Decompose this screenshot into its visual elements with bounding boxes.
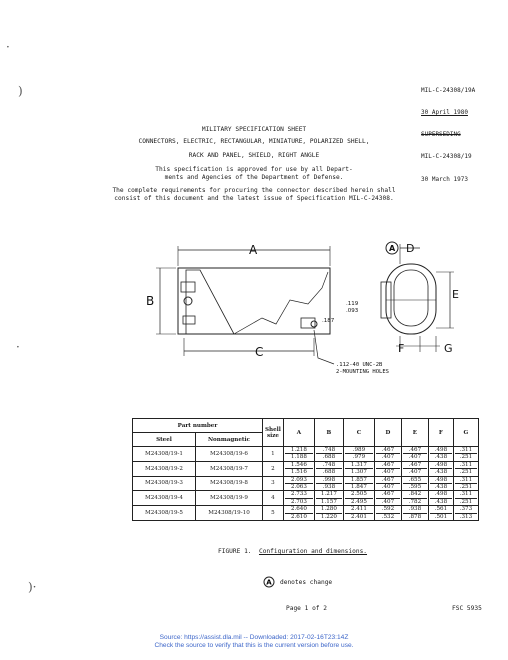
dimension-cell: [343, 476, 374, 491]
min-value: .251: [459, 454, 473, 461]
max-value: .467: [376, 491, 400, 498]
min-value: 1.516: [290, 469, 307, 476]
steel-part-number: M24308/19-5: [133, 506, 196, 521]
max-value: 1.280: [316, 506, 342, 513]
min-value: 2.703: [290, 498, 307, 505]
dim-value: .119: [346, 301, 359, 307]
change-marker-letter: A: [389, 244, 396, 253]
min-value: 1.157: [320, 498, 337, 505]
screw-head: [311, 321, 317, 327]
hole-note: .112-40 UNC-2B: [336, 362, 383, 368]
col-header: E: [401, 419, 428, 447]
subject-title-2: RACK AND PANEL, SHIELD, RIGHT ANGLE: [188, 152, 320, 159]
max-value: .373: [455, 506, 477, 513]
dimension-cell: [374, 461, 401, 476]
dimension-cell: [283, 461, 314, 476]
min-value: .688: [322, 454, 336, 461]
page-number: Page 1 of 2: [286, 605, 327, 612]
screw-head: [184, 297, 192, 305]
max-value: .311: [455, 491, 477, 498]
max-value: .592: [376, 506, 400, 513]
dimension-cell: [314, 491, 343, 506]
dimension-cell: [374, 491, 401, 506]
max-value: .498: [430, 462, 452, 469]
max-value: 1.857: [345, 477, 373, 484]
max-value: .311: [455, 447, 477, 454]
margin-mark: ): [18, 84, 23, 98]
dim-value: .187: [322, 318, 335, 324]
dimension-cell: [343, 506, 374, 521]
max-value: 2.093: [285, 477, 313, 484]
source-notice: [0, 634, 508, 650]
dimension-cell: [453, 476, 478, 491]
source-url[interactable]: Source: https://assist.dla.mil -- Downloaded: 2017-02-16T23:14Z: [159, 634, 349, 641]
dim-label-g: G: [444, 342, 453, 355]
dim-label-c: C: [255, 345, 264, 359]
shell-size: 3: [263, 476, 284, 491]
hole-note: 2-MOUNTING HOLES: [336, 369, 389, 375]
superseded-date: 30 March 1973: [421, 175, 468, 183]
dim-label-a: A: [249, 243, 258, 257]
table-row: [133, 491, 479, 506]
dimension-cell: [453, 491, 478, 506]
max-value: .498: [430, 491, 452, 498]
requirements-line: The complete requirements for procuring the connector described herein shall: [112, 187, 396, 194]
dimension-cell: [283, 506, 314, 521]
nonmagnetic-part-number: M24308/19-8: [196, 476, 263, 491]
dimension-cell: [401, 491, 428, 506]
shell-label: Shell: [265, 426, 281, 433]
max-value: .311: [455, 462, 477, 469]
table-row: [133, 476, 479, 491]
mounting-hardware: [183, 316, 195, 324]
shell-size: 5: [263, 506, 284, 521]
col-header: A: [283, 419, 314, 447]
dimension-cell: [374, 476, 401, 491]
size-label: size: [266, 432, 279, 439]
min-value: .407: [381, 469, 395, 476]
dimension-cell: [428, 491, 453, 506]
nonmagnetic-part-number: M24308/19-7: [196, 461, 263, 476]
dimension-cell: [343, 491, 374, 506]
table-row: [133, 506, 479, 521]
steel-part-number: M24308/19-3: [133, 476, 196, 491]
min-value: .501: [434, 513, 448, 520]
max-value: 1.317: [345, 462, 373, 469]
max-value: .655: [403, 477, 427, 484]
approval-line: This specification is approved for use by all Depart-: [155, 166, 353, 173]
max-value: .311: [455, 477, 477, 484]
col-header: F: [428, 419, 453, 447]
doc-date: 30 April 1980: [421, 109, 468, 117]
dimension-cell: [314, 506, 343, 521]
min-value: .438: [434, 454, 448, 461]
legend-text: denotes change: [280, 579, 333, 586]
nonmagnetic-part-number: M24308/19-9: [196, 491, 263, 506]
superseding-label: SUPERSEDING: [421, 131, 461, 139]
max-value: .748: [316, 462, 342, 469]
dimension-cell: [374, 506, 401, 521]
max-value: .998: [316, 477, 342, 484]
max-value: .938: [403, 506, 427, 513]
steel-part-number: M24308/19-1: [133, 447, 196, 462]
dimension-cell: [401, 447, 428, 462]
nonmagnetic-header: Nonmagnetic: [196, 433, 263, 447]
dimension-cell: [453, 461, 478, 476]
min-value: .688: [322, 469, 336, 476]
sheet-title: MILITARY SPECIFICATION SHEET: [201, 126, 307, 133]
min-value: .438: [434, 469, 448, 476]
min-value: 2.063: [290, 483, 307, 490]
dimension-cell: [428, 476, 453, 491]
max-value: .989: [345, 447, 373, 454]
max-value: 1.217: [316, 491, 342, 498]
requirements-line: consist of this document and the latest issue of Specification MIL-C-24308.: [114, 194, 394, 202]
min-value: .251: [459, 469, 473, 476]
min-value: .407: [408, 469, 422, 476]
min-value: 1.220: [320, 513, 337, 520]
shell-size: 4: [263, 491, 284, 506]
dimension-cell: [283, 491, 314, 506]
shell-size-header: [263, 419, 284, 447]
dim-label-d: D: [406, 242, 415, 255]
nonmagnetic-part-number: M24308/19-10: [196, 506, 263, 521]
max-value: .467: [403, 447, 427, 454]
max-value: .748: [316, 447, 342, 454]
min-value: .407: [408, 454, 422, 461]
dimension-cell: [314, 447, 343, 462]
connector-body: [178, 268, 330, 334]
max-value: .842: [403, 491, 427, 498]
max-value: 1.546: [285, 462, 313, 469]
dimension-cell: [283, 447, 314, 462]
min-value: .251: [459, 498, 473, 505]
nonmagnetic-part-number: M24308/19-6: [196, 447, 263, 462]
steel-part-number: M24308/19-4: [133, 491, 196, 506]
dimension-cell: [343, 461, 374, 476]
dimension-cell: [314, 461, 343, 476]
dimension-cell: [453, 506, 478, 521]
margin-mark: ·: [16, 340, 20, 354]
margin-mark: )·: [28, 580, 37, 594]
max-value: .467: [403, 462, 427, 469]
steel-part-number: M24308/19-2: [133, 461, 196, 476]
side-view-shell: [386, 264, 436, 334]
part-number-header: Part number: [133, 419, 263, 433]
shell-size: 2: [263, 461, 284, 476]
break-line: [234, 272, 328, 334]
dimension-cell: [453, 447, 478, 462]
max-value: .467: [376, 477, 400, 484]
min-value: .251: [459, 483, 473, 490]
change-symbol-letter: A: [266, 578, 272, 587]
table-row: [133, 447, 479, 462]
min-value: 2.610: [290, 513, 307, 520]
dimensions-table: [132, 418, 479, 521]
max-value: .467: [376, 462, 400, 469]
max-value: 2.640: [285, 506, 313, 513]
min-value: .979: [352, 454, 366, 461]
min-value: 1.847: [350, 483, 367, 490]
dimension-cell: [343, 447, 374, 462]
col-header: B: [314, 419, 343, 447]
figure-title: Configuration and dimensions.: [258, 548, 368, 555]
min-value: .438: [434, 483, 448, 490]
mounting-hardware: [181, 282, 195, 292]
max-value: 1.218: [285, 447, 313, 454]
max-value: 2.411: [345, 506, 373, 513]
min-value: .938: [322, 483, 336, 490]
min-value: .407: [381, 498, 395, 505]
max-value: .467: [376, 447, 400, 454]
min-value: .595: [408, 483, 422, 490]
min-value: .532: [381, 513, 395, 520]
superseded-doc: MIL-C-24308/19: [421, 153, 472, 161]
table-row: [133, 461, 479, 476]
dimension-cell: [283, 476, 314, 491]
margin-mark: ·: [6, 40, 10, 54]
col-header: G: [453, 419, 478, 447]
figure-caption: [218, 548, 367, 555]
col-header: D: [374, 419, 401, 447]
min-value: .407: [381, 483, 395, 490]
subject-title: CONNECTORS, ELECTRIC, RECTANGULAR, MINIATURE, POLARIZED SHELL,: [138, 138, 370, 145]
change-symbol: [263, 576, 275, 588]
dim-label-f: F: [398, 342, 405, 355]
max-value: .561: [430, 506, 452, 513]
dimension-cell: [428, 447, 453, 462]
fsc-code: FSC 5935: [452, 605, 482, 612]
dimension-cell: [401, 506, 428, 521]
dimension-cell: [428, 461, 453, 476]
dimension-cell: [401, 461, 428, 476]
max-value: 2.733: [285, 491, 313, 498]
min-value: .878: [408, 513, 422, 520]
dimension-cell: [401, 476, 428, 491]
max-value: .498: [430, 447, 452, 454]
doc-number: MIL-C-24308/19A: [421, 86, 476, 94]
max-value: 2.505: [345, 491, 373, 498]
min-value: 1.188: [290, 454, 307, 461]
min-value: .438: [434, 498, 448, 505]
dim-value: .093: [346, 308, 359, 314]
dimension-cell: [314, 476, 343, 491]
shell-size: 1: [263, 447, 284, 462]
col-header: C: [343, 419, 374, 447]
approval-line: ments and Agencies of the Department of Defense.: [164, 173, 344, 181]
min-value: 1.307: [350, 469, 367, 476]
source-verify-note: Check the source to verify that this is the current version before use.: [154, 642, 354, 649]
dimension-cell: [428, 506, 453, 521]
min-value: .782: [408, 498, 422, 505]
steel-header: Steel: [133, 433, 196, 447]
max-value: .498: [430, 477, 452, 484]
min-value: .313: [459, 513, 473, 520]
dim-label-b: B: [146, 294, 155, 308]
min-value: 2.401: [350, 513, 367, 520]
min-value: .407: [381, 454, 395, 461]
min-value: 2.495: [350, 498, 367, 505]
figure-number: FIGURE 1.: [218, 548, 252, 555]
dimension-cell: [374, 447, 401, 462]
dim-label-e: E: [452, 288, 459, 301]
